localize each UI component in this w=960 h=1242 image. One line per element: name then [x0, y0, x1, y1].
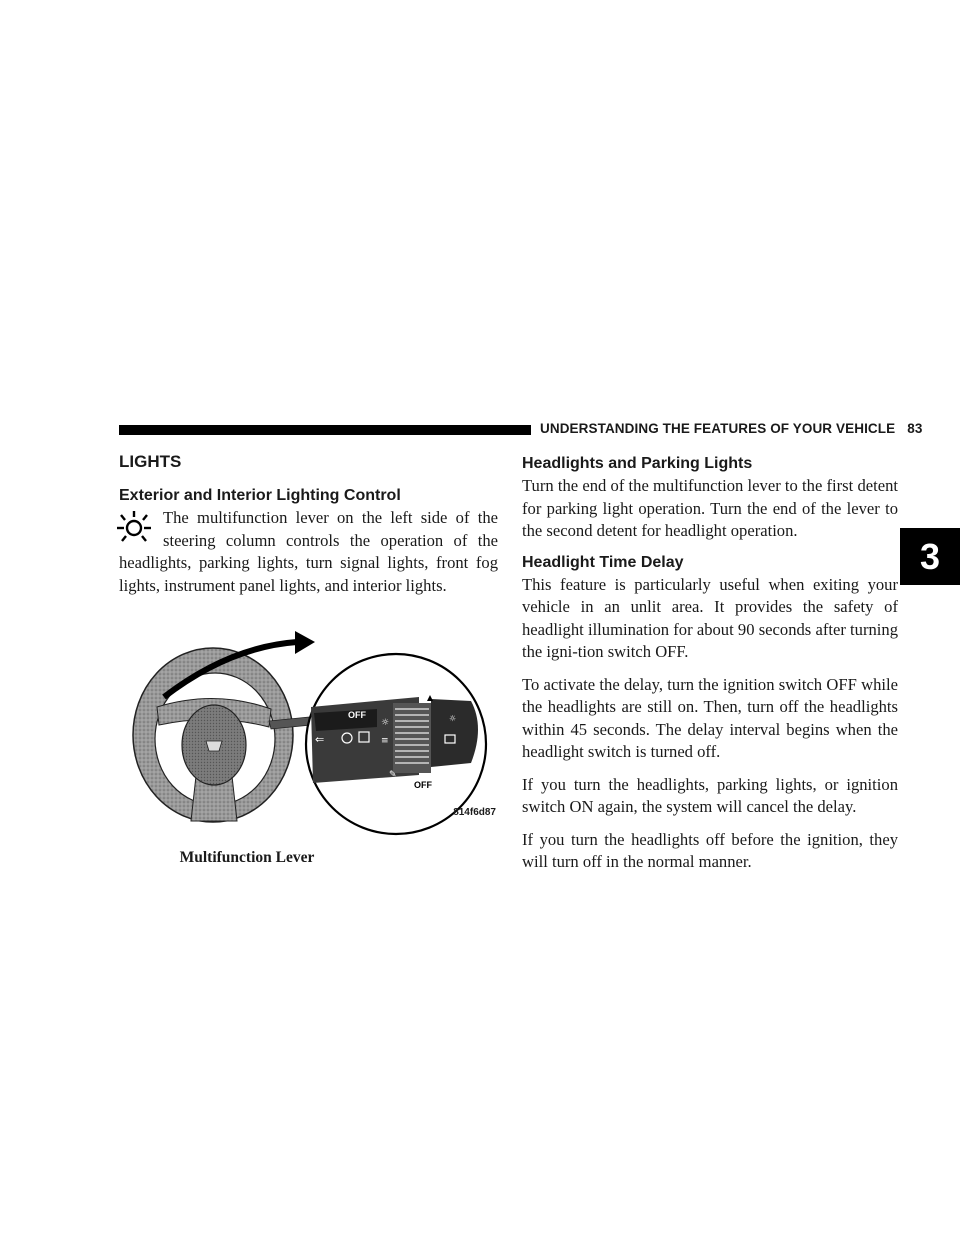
- figure-caption: Multifunction Lever: [179, 849, 315, 866]
- svg-text:☼: ☼: [449, 714, 457, 723]
- intro-paragraph: The multifunction lever on the left side of the steering column controls the operation of the headlights, parking lights, turn signal lights, front fog lights, instrument panel lights, and interior lights.: [119, 508, 498, 595]
- page-number: 83: [907, 421, 923, 436]
- left-column: [119, 448, 498, 867]
- time-delay-paragraph-1: This feature is particularly useful when exiting your vehicle in an unlit area. It provides the safety of headlight illumination for about 90 seconds after turning the igni-tion switch OFF.: [522, 574, 898, 661]
- multifunction-lever-illustration: [119, 617, 498, 849]
- lever-off-bottom-label: OFF: [414, 780, 432, 790]
- steering-wheel: [133, 648, 311, 822]
- time-delay-paragraph-2: To activate the delay, turn the ignition switch OFF while the headlights are still on. Then, turn off the headlights within 45 seconds. The delay interval begins when the headlight switch is turned off.: [522, 674, 898, 761]
- subsection-title: Exterior and Interior Lighting Control: [119, 487, 401, 504]
- exterior-light-icon: [115, 509, 153, 543]
- header-title: UNDERSTANDING THE FEATURES OF YOUR VEHICLE: [540, 421, 896, 436]
- header-rule: [119, 425, 531, 435]
- figure-code: 814f6d87: [453, 807, 496, 818]
- chapter-tab: 3: [900, 528, 960, 585]
- multifunction-lever-figure: [119, 617, 498, 849]
- intro-block: [119, 507, 498, 597]
- right-column: [522, 448, 898, 884]
- section-title: LIGHTS: [119, 452, 182, 471]
- svg-text:⇐: ⇐: [315, 733, 325, 746]
- pointer-arrow-icon: [295, 631, 315, 654]
- time-delay-title: Headlight Time Delay: [522, 553, 684, 571]
- headlights-paragraph: Turn the end of the multifunction lever to the first detent for parking light operation. Turn the end of the lever to the second detent for headlight operation.: [522, 476, 898, 540]
- headlights-parking-title: Headlights and Parking Lights: [522, 455, 753, 472]
- svg-text:✎: ✎: [389, 770, 397, 780]
- svg-text:☼: ☼: [381, 718, 390, 728]
- time-delay-paragraph-4: If you turn the headlights off before the ignition, they will turn off in the normal manner.: [522, 829, 898, 871]
- svg-text:≡: ≡: [381, 736, 389, 746]
- time-delay-paragraph-3: If you turn the headlights, parking lights, or ignition switch ON again, the system will cancel the delay.: [522, 774, 898, 816]
- lever-off-top-label: OFF: [348, 710, 366, 720]
- running-header: [540, 421, 922, 436]
